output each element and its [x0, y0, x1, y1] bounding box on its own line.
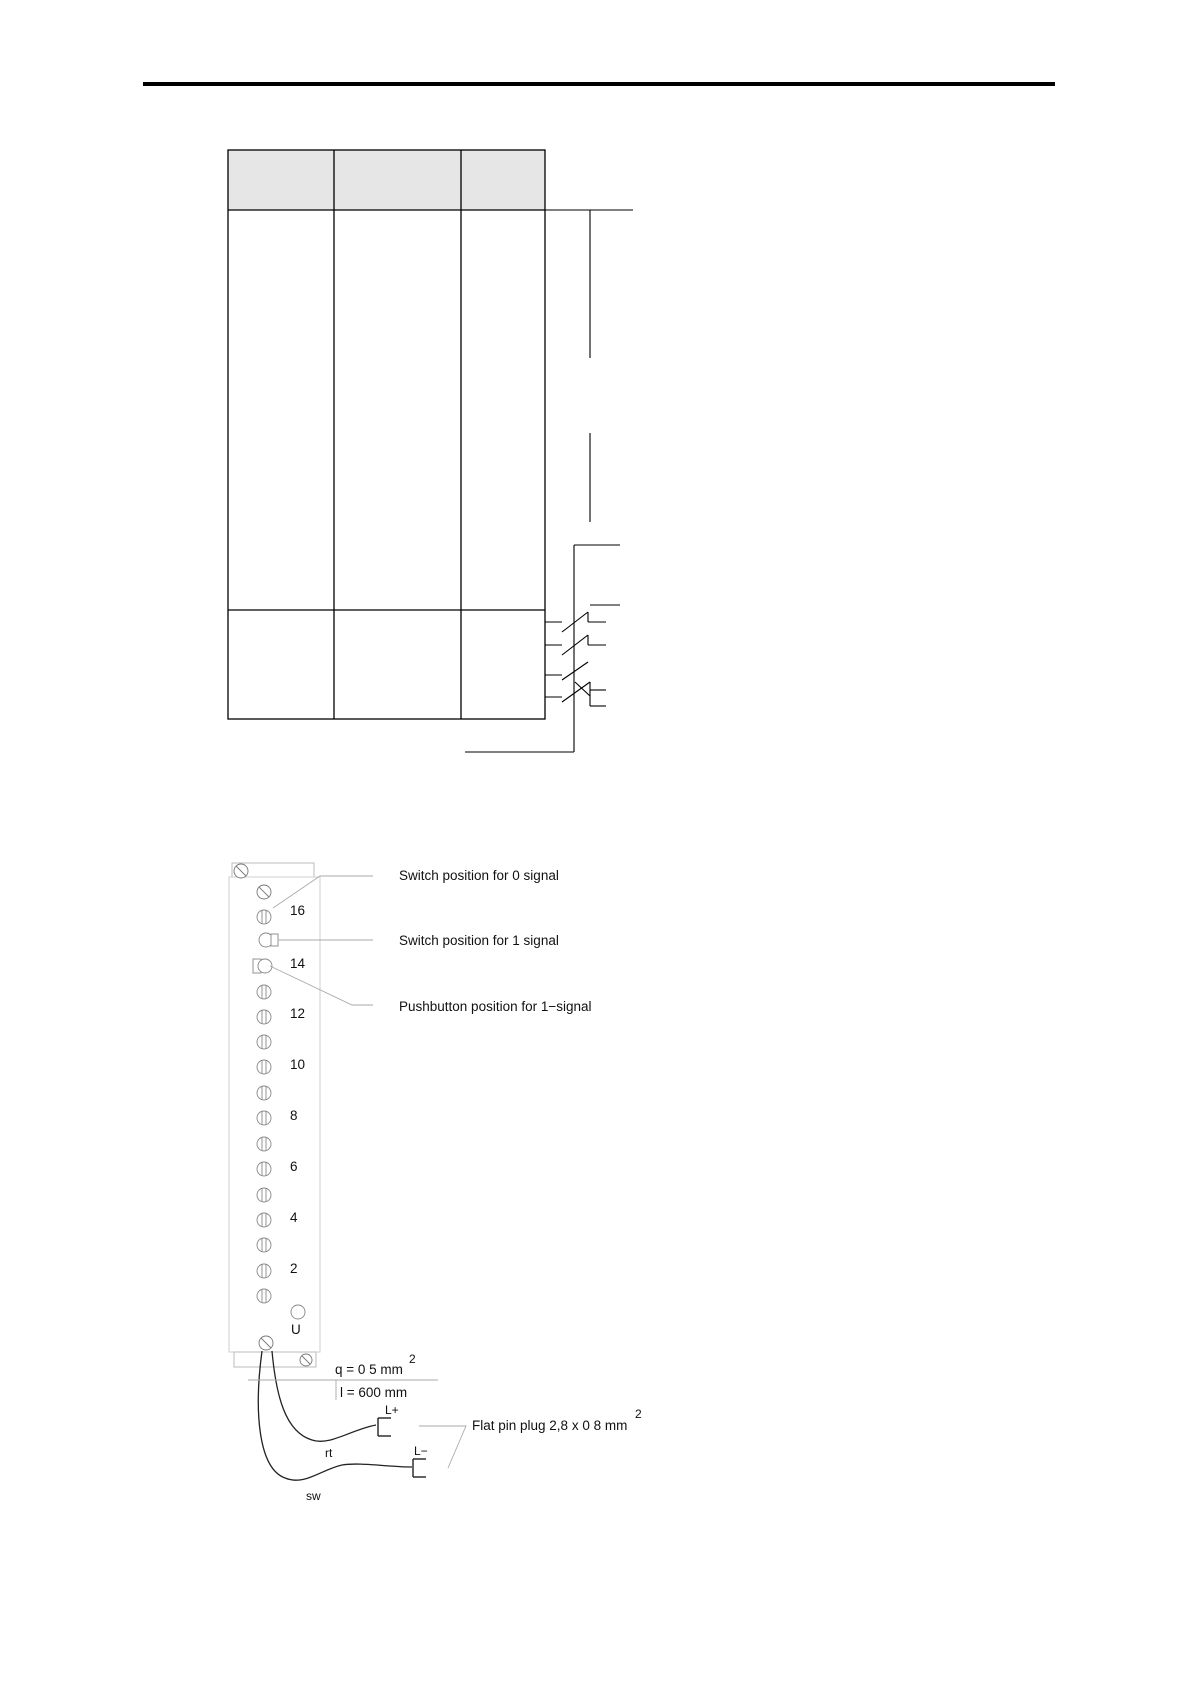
- plug-plus-icon: [378, 1418, 391, 1436]
- table-outline: [228, 150, 545, 719]
- pin-number: 16: [290, 903, 306, 918]
- plug-minus-icon: [413, 1459, 426, 1477]
- switch-icon: [257, 1264, 271, 1278]
- switch-icon: [257, 1111, 271, 1125]
- terminal-table: [228, 150, 545, 719]
- switch-icon: [257, 1060, 271, 1074]
- switch-icon: [257, 1035, 271, 1049]
- led-u-icon: [291, 1305, 305, 1319]
- switch-icon: [257, 1188, 271, 1202]
- callout-switch-1: Switch position for 1 signal: [399, 933, 559, 948]
- pin-number: 8: [290, 1108, 298, 1123]
- pin-number: 10: [290, 1057, 306, 1072]
- u-label: U: [291, 1322, 301, 1337]
- callout-pushbutton-1: Pushbutton position for 1−signal: [399, 999, 592, 1014]
- wire-sw-label: sw: [306, 1489, 321, 1503]
- plug-exponent: 2: [635, 1407, 642, 1421]
- cable-length: l = 600 mm: [340, 1385, 408, 1400]
- cable-cross-section-exponent: 2: [409, 1352, 416, 1366]
- screw-icon: [259, 1336, 273, 1350]
- switch-icon: [257, 985, 271, 999]
- pin-number: 12: [290, 1006, 306, 1021]
- switch-icon: [257, 1289, 271, 1303]
- minus-label: L−: [414, 1444, 428, 1458]
- callout-switch-0: Switch position for 0 signal: [399, 868, 559, 883]
- pin-number: 2: [290, 1261, 298, 1276]
- screw-icon: [257, 885, 271, 899]
- plus-label: L+: [385, 1403, 399, 1417]
- switch-1-icon: [259, 933, 278, 947]
- switch-icon: [257, 1010, 271, 1024]
- wire-rt-label: rt: [325, 1446, 333, 1460]
- cable-cross-section: q = 0 5 mm: [335, 1362, 403, 1377]
- screw-icon: [234, 864, 248, 878]
- switch-icon: [257, 1213, 271, 1227]
- switch-icon: [257, 1162, 271, 1176]
- switch-icon: [257, 1086, 271, 1100]
- switch-0-icon: [257, 910, 271, 924]
- pin-number: 6: [290, 1159, 298, 1174]
- plug-label: Flat pin plug 2,8 x 0 8 mm: [472, 1418, 628, 1433]
- pin-number: 4: [290, 1210, 298, 1225]
- circuit-lines: [465, 210, 633, 752]
- table-header-band: [228, 150, 545, 210]
- switch-icon: [257, 1238, 271, 1252]
- switch-icon: [257, 1137, 271, 1151]
- pin-number: 14: [290, 956, 306, 971]
- screw-icon: [300, 1354, 312, 1366]
- pushbutton-icon: [253, 959, 272, 973]
